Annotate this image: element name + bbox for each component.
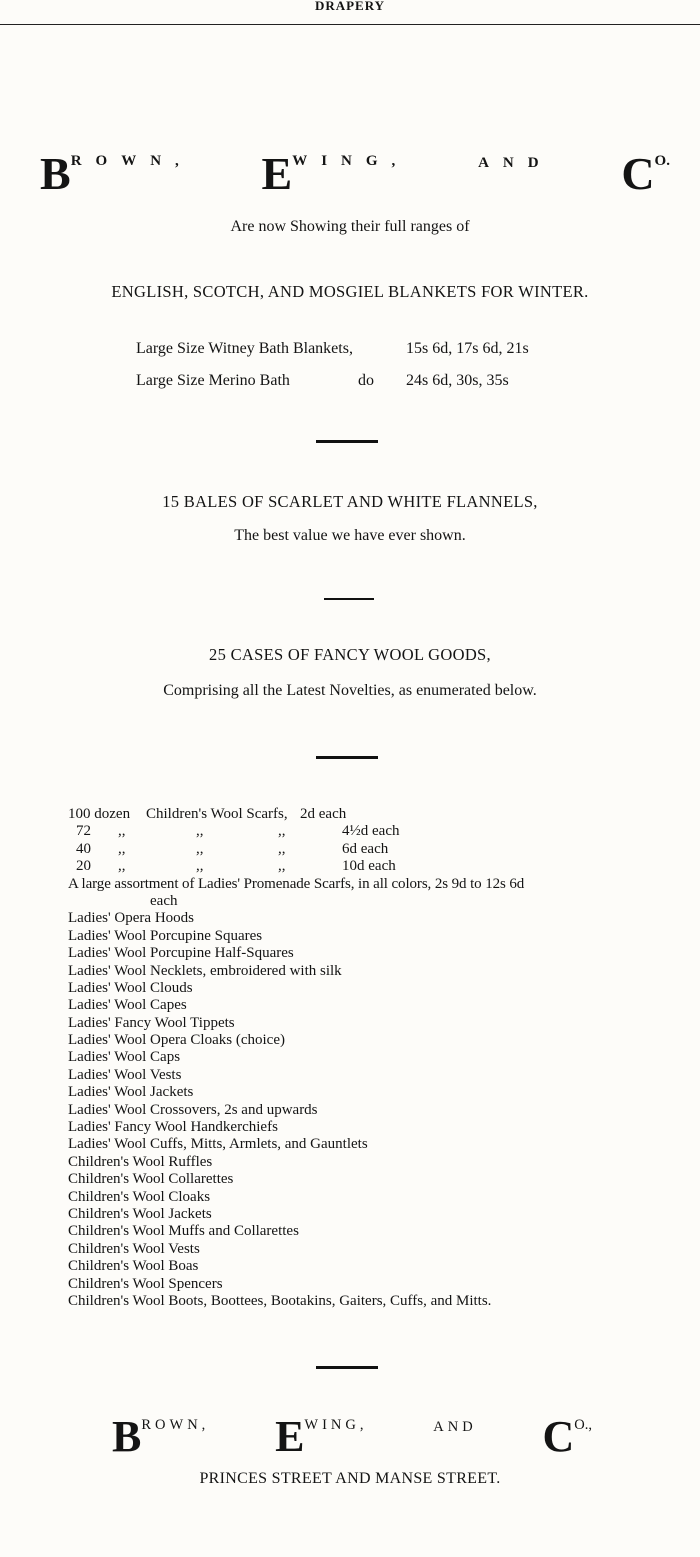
firm-word-ewing: EWING, [261,148,410,199]
list-item: Ladies' Wool Porcupine Half-Squares [68,945,294,962]
list-item: Ladies' Wool Jackets [68,1084,194,1101]
firm-word-and: AND [478,155,553,171]
list-item: Ladies' Wool Crossovers, 2s and upwards [68,1101,318,1118]
firm-name-heading [40,136,670,199]
firm-word-co: CO., [542,1412,592,1461]
blanket-item: Large Size Witney Bath Blankets, [136,340,353,357]
list-item: 40 ,, ,, ,, 6d each [76,840,389,857]
firm-word-brown: BROWN, [40,148,193,199]
header-rule [0,24,700,25]
list-item: Ladies' Fancy Wool Handkerchiefs [68,1119,278,1136]
firm-word-brown: BROWN, [112,1412,210,1461]
list-item: Children's Wool Cloaks [68,1188,211,1205]
wool-subline: Comprising all the Latest Novelties, as enumerated below. [163,682,537,699]
item-rows [68,910,698,1310]
divider [324,598,374,600]
section-header: DRAPERY [314,0,386,13]
footer-firm-name [112,1408,592,1461]
list-item: Children's Wool Ruffles [68,1153,213,1170]
list-item: Ladies' Wool Caps [68,1049,181,1066]
intro-line: Are now Showing their full ranges of [230,218,470,235]
list-item: 72 ,, ,, ,, 4½d each [76,823,400,840]
list-item: Children's Wool Spencers [68,1275,223,1292]
list-item: Ladies' Wool Porcupine Squares [68,927,263,944]
footer-address: PRINCES STREET AND MANSE STREET. [199,1470,501,1487]
list-item: Children's Wool Collarettes [68,1171,234,1188]
list-item: Ladies' Wool Clouds [68,979,193,996]
blanket-prices: 24s 6d, 30s, 35s [406,372,509,389]
firm-word-and: AND [433,1419,477,1435]
list-item: 20 ,, ,, ,, 10d each [76,858,396,875]
wool-heading: 25 CASES OF FANCY WOOL GOODS, [209,645,491,664]
flannels-heading: 15 BALES OF SCARLET AND WHITE FLANNELS, [162,492,538,511]
list-item: Children's Wool Vests [68,1240,200,1257]
list-item: Children's Wool Muffs and Collarettes [68,1223,299,1240]
divider [316,1366,378,1369]
list-item: A large assortment of Ladies' Promenade Scarfs, in all colors, 2s 9d to 12s 6d [68,875,525,892]
divider [316,440,378,443]
list-item: 100 dozen Children's Wool Scarfs, 2d each [68,806,347,822]
list-item: Ladies' Wool Capes [68,997,187,1014]
list-item: Children's Wool Boas [68,1258,199,1275]
list-item-continuation: each [150,892,178,909]
firm-word-ewing: EWING, [275,1412,368,1461]
list-item: Ladies' Wool Cuffs, Mitts, Armlets, and Gauntlets [68,1136,368,1153]
flannels-subline: The best value we have ever shown. [234,527,466,544]
blankets-heading: ENGLISH, SCOTCH, AND MOSGIEL BLANKETS FOR WINTER. [111,282,589,301]
list-item: Ladies' Opera Hoods [68,910,194,927]
list-item: Children's Wool Jackets [68,1205,212,1222]
firm-word-co: CO. [621,148,670,199]
ditto-mark: do [358,372,374,389]
blanket-item: Large Size Merino Bath [136,372,290,389]
blanket-row [136,372,509,390]
blanket-row [136,340,529,358]
goods-list [68,806,698,1310]
list-item: Children's Wool Boots, Boottees, Bootakins, Gaiters, Cuffs, and Mitts. [68,1292,492,1309]
blanket-prices: 15s 6d, 17s 6d, 21s [406,340,529,357]
list-item: Ladies' Wool Opera Cloaks (choice) [68,1032,285,1049]
list-item: Ladies' Wool Vests [68,1066,182,1083]
list-item: Ladies' Fancy Wool Tippets [68,1014,235,1031]
list-item: Ladies' Wool Necklets, embroidered with silk [68,962,342,979]
divider [316,756,378,759]
